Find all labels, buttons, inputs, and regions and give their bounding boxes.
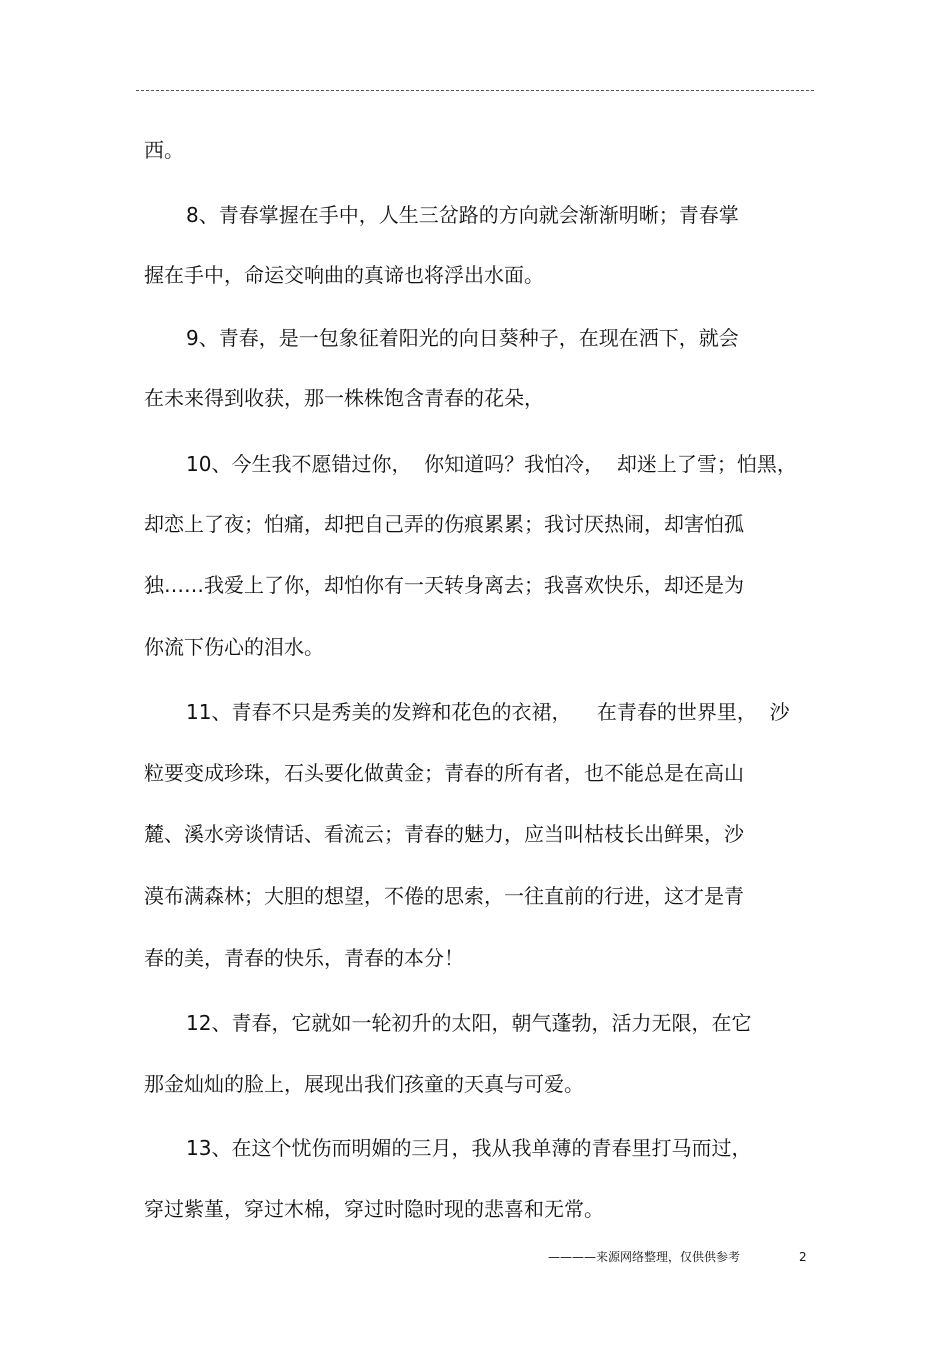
paragraph-line: 穿过紫堇，穿过木棉，穿过时隐时现的悲喜和无常。 xyxy=(144,1197,604,1221)
page-number: 2 xyxy=(799,1250,807,1264)
paragraph-line: 握在手中，命运交响曲的真谛也将浮出水面。 xyxy=(144,263,544,287)
paragraph-line: 12、青春，它就如一轮初升的太阳，朝气蓬勃，活力无限，在它 xyxy=(186,1011,752,1035)
paragraph-line: 13、在这个忧伤而明媚的三月，我从我单薄的青春里打马而过， xyxy=(186,1136,752,1160)
paragraph-line: 漠布满森林；大胆的想望，不倦的思索，一往直前的行进，这才是青 xyxy=(144,884,744,908)
paragraph-line: 那金灿灿的脸上，展现出我们孩童的天真与可爱。 xyxy=(144,1072,584,1096)
paragraph-line: 9、青春，是一包象征着阳光的向日葵种子，在现在洒下，就会 xyxy=(186,326,739,350)
paragraph-line: 在未来得到收获，那一株株饱含青春的花朵， xyxy=(144,386,544,410)
paragraph-line: 西。 xyxy=(144,138,184,162)
paragraph-line: 却恋上了夜；怕痛，却把自己弄的伤痕累累；我讨厌热闹，却害怕孤 xyxy=(144,512,744,536)
paragraph-line: 10、今生我不愿错过你， 你知道吗？我怕冷， 却迷上了雪；怕黑， xyxy=(186,452,797,476)
paragraph-line: 8、青春掌握在手中，人生三岔路的方向就会渐渐明晰；青春掌 xyxy=(186,203,739,227)
paragraph-line: 粒要变成珍珠，石头要化做黄金；青春的所有者，也不能总是在高山 xyxy=(144,761,744,785)
header-divider xyxy=(136,90,814,91)
footer-source-note: ————来源网络整理，仅供供参考 xyxy=(548,1250,741,1264)
paragraph-line: 11、青春不只是秀美的发辫和花色的衣裙， 在青春的世界里， 沙 xyxy=(186,700,790,724)
paragraph-line: 你流下伤心的泪水。 xyxy=(144,635,324,659)
paragraph-line: 独……我爱上了你，却怕你有一天转身离去；我喜欢快乐，却还是为 xyxy=(144,573,744,597)
paragraph-line: 麓、溪水旁谈情话、看流云；青春的魅力，应当叫枯枝长出鲜果，沙 xyxy=(144,822,744,846)
paragraph-line: 春的美，青春的快乐，青春的本分！ xyxy=(144,946,464,970)
